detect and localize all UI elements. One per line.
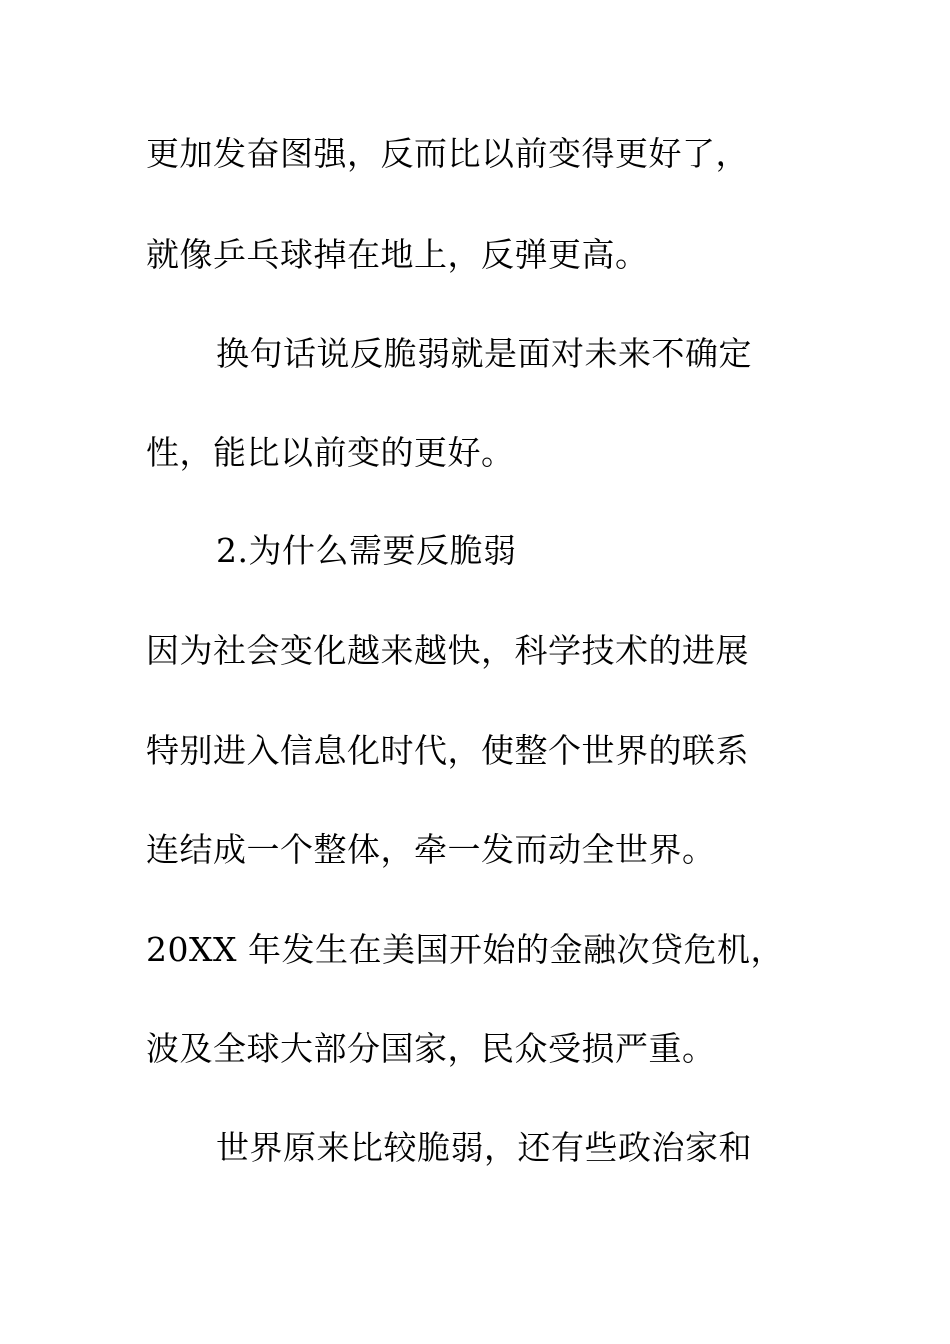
text-line-6: 因为社会变化越来越快，科学技术的进展 [146, 631, 749, 670]
text-line-9: 20XX 年发生在美国开始的金融次贷危机， [146, 930, 784, 969]
section-heading: 2.为什么需要反脆弱 [216, 531, 517, 570]
text-line-2: 就像乒乓球掉在地上，反弹更高。 [146, 235, 649, 274]
text-line-3: 换句话说反脆弱就是面对未来不确定 [216, 334, 752, 373]
text-line-8: 连结成一个整体，牵一发而动全世界。 [146, 830, 716, 869]
text-line-11: 世界原来比较脆弱，还有些政治家和 [216, 1128, 752, 1167]
text-line-7: 特别进入信息化时代，使整个世界的联系 [146, 731, 749, 770]
text-line-4: 性，能比以前变的更好。 [146, 433, 515, 472]
text-line-10: 波及全球大部分国家，民众受损严重。 [146, 1029, 716, 1068]
text-line-1: 更加发奋图强，反而比以前变得更好了， [146, 134, 749, 173]
